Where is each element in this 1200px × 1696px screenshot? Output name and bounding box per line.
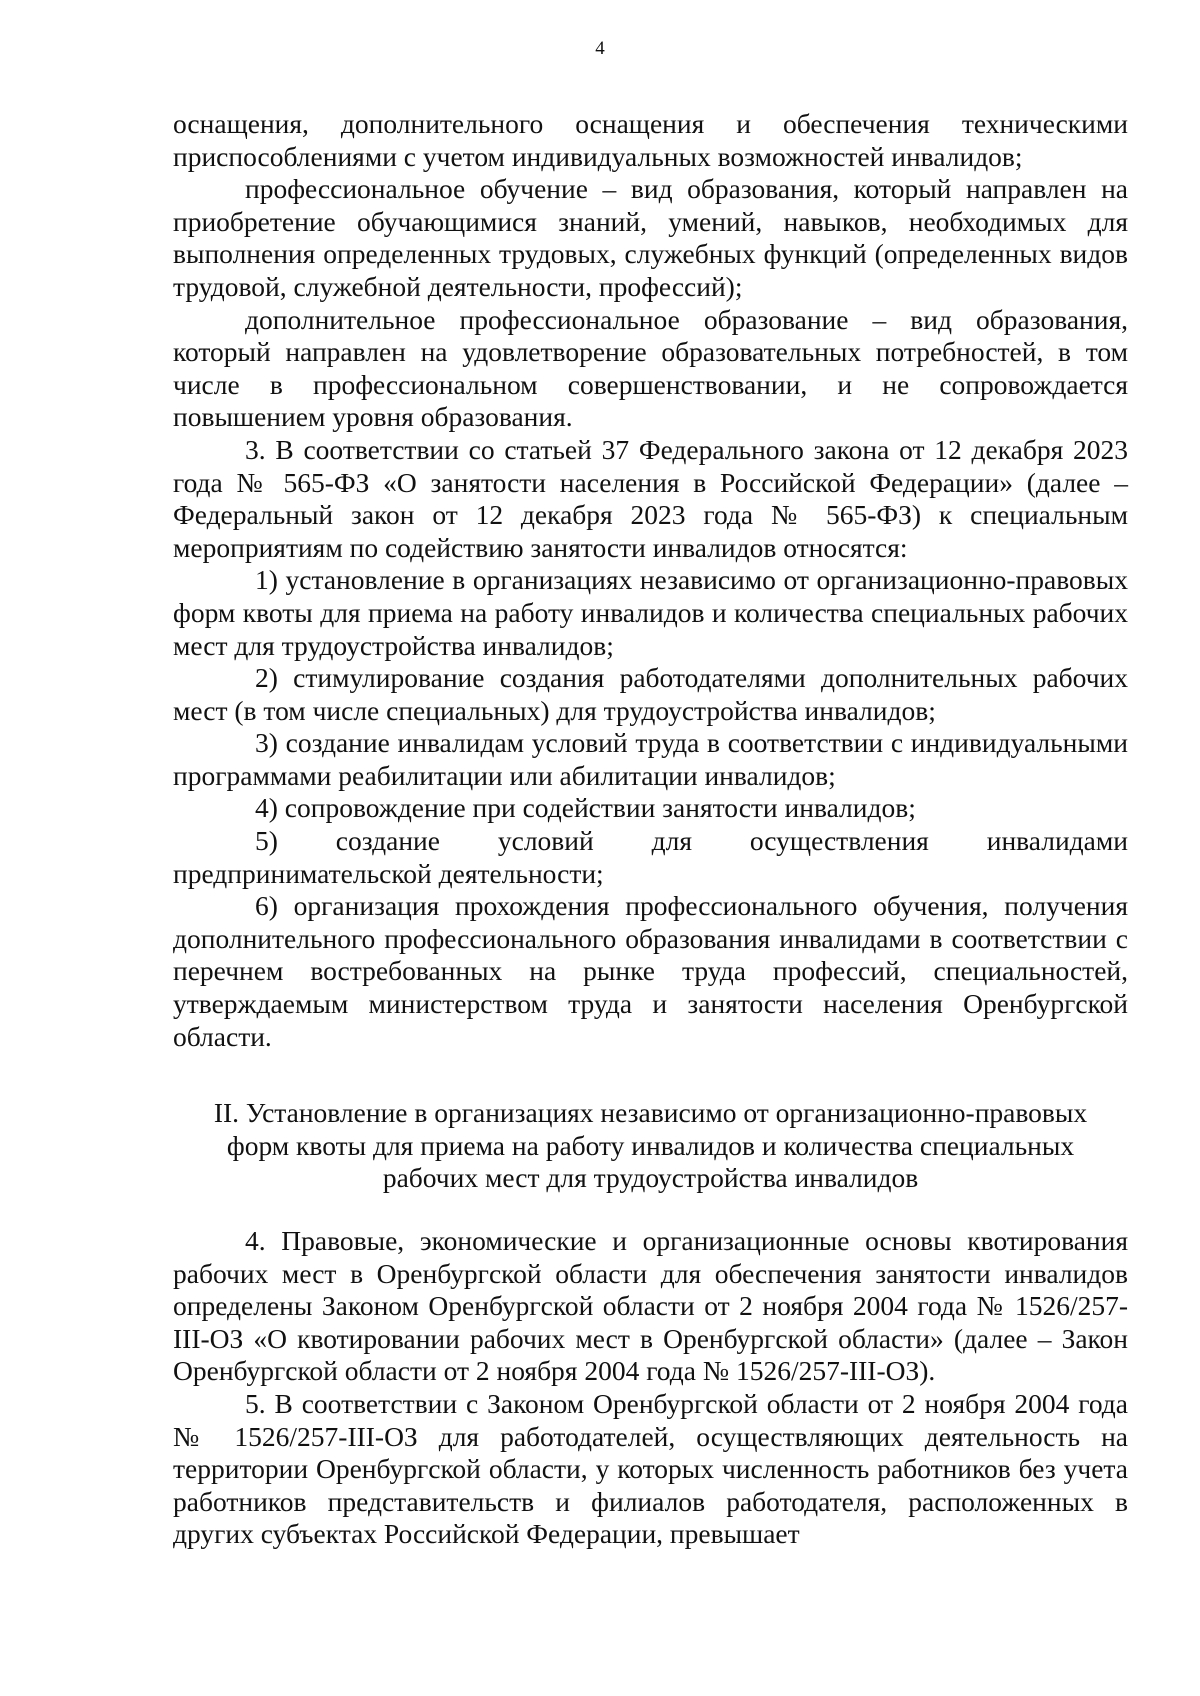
body-text-upper [173, 108, 1128, 1053]
list-item-3: 3) создание инвалидам условий труда в соответствии с индивидуальными программами реабилитации или абилитации инвалидов; [173, 727, 1128, 791]
paragraph-clause-5: 5. В соответствии с Законом Оренбургской области от 2 ноября 2004 года № 1526/257-III-ОЗ для работодателей, осуществляющих деятельность на территории Оренбургской области, у которых численность работников без учета работников представительств и филиалов работодателя, расположенных в других субъектах Российской Федерации, превышает [173, 1387, 1128, 1550]
paragraph-definition-additional-education: дополнительное профессиональное образование – вид образования, который направлен на удовлетворение образовательных потребностей, в том числе в профессиональном совершенствовании, и не сопровождается повышением уровня образования. [173, 303, 1128, 433]
list-item-4: 4) сопровождение при содействии занятости инвалидов; [255, 792, 916, 824]
list-item-6: 6) организация прохождения профессионального обучения, получения дополнительного профессионального образования инвалидами в соответствии с перечнем востребованных на рынке труда профессий, специальностей, утверждаемым министерством труда и занятости населения Оренбургской области. [173, 890, 1128, 1052]
section-heading-line-3: рабочих мест для трудоустройства инвалидов [382, 1162, 919, 1194]
section-heading [173, 1097, 1128, 1195]
paragraph-clause-3: 3. В соответствии со статьей 37 Федерального закона от 12 декабря 2023 года № 565-ФЗ «О занятости населения в Российской Федерации» (далее – Федеральный закон от 12 декабря 2023 года № 565-ФЗ) к специальным мероприятиям по содействию занятости инвалидов относятся: [173, 433, 1128, 563]
paragraph-continuation: оснащения, дополнительного оснащения и обеспечения техническими приспособлениями с учетом индивидуальных возможностей инвалидов; [173, 108, 1128, 172]
page-number: 4 [595, 38, 605, 59]
body-text-lower [173, 1225, 1128, 1551]
paragraph-clause-4: 4. Правовые, экономические и организационные основы квотирования рабочих мест в Оренбургской области для обеспечения занятости инвалидов определены Законом Оренбургской области от 2 ноября 2004 года № 1526/257-III-ОЗ «О квотировании рабочих мест в Оренбургской области» (далее – Закон Оренбургской области от 2 ноября 2004 года № 1526/257-III-ОЗ). [173, 1225, 1128, 1387]
section-heading-line-1: II. Установление в организациях независимо от организационно-правовых [213, 1097, 1088, 1128]
paragraph-definition-professional-training: профессиональное обучение – вид образования, который направлен на приобретение обучающимися знаний, умений, навыков, необходимых для выполнения определенных трудовых, служебных функций (определенных видов трудовой, служебной деятельности, профессий); [173, 173, 1128, 302]
section-heading-line-2: форм квоты для приема на работу инвалидов и количества специальных [226, 1129, 1075, 1161]
list-item-1: 1) установление в организациях независимо от организационно-правовых форм квоты для приема на работу инвалидов и количества специальных рабочих мест для трудоустройства инвалидов; [173, 564, 1128, 661]
list-item-2: 2) стимулирование создания работодателями дополнительных рабочих мест (в том числе специальных) для трудоустройства инвалидов; [173, 662, 1128, 726]
list-item-5: 5) создание условий для осуществления инвалидами предпринимательской деятельности; [173, 825, 1128, 889]
